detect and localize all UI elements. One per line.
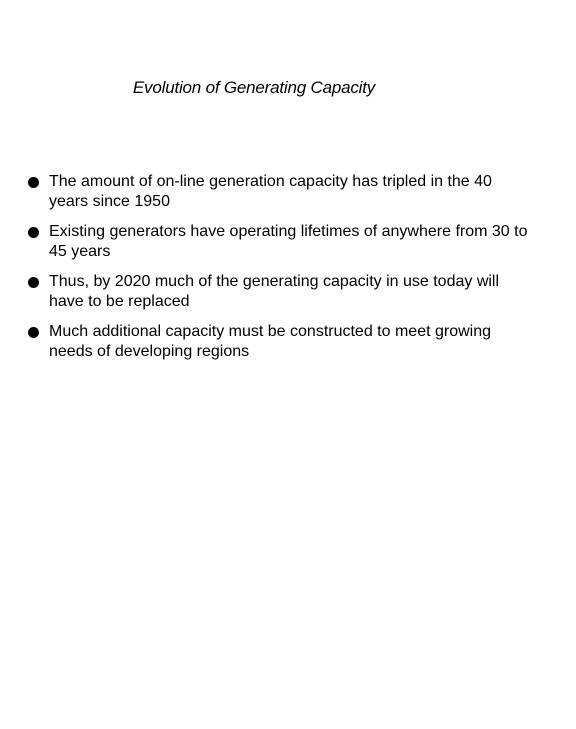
bullet-text: The amount of on-line generation capacity has tripled in the 40 years since 1950 (49, 173, 492, 210)
bullet-item (28, 222, 528, 262)
bullet-item (28, 322, 528, 362)
bullet-text: Much additional capacity must be constructed to meet growing needs of developing regions (49, 323, 492, 360)
bullet-item (28, 272, 528, 312)
bullet-list (28, 172, 528, 372)
slide-title: Evolution of Generating Capacity (132, 78, 376, 97)
bullet-point-icon (28, 277, 39, 288)
bullet-point-icon (28, 177, 39, 188)
bullet-point-icon (28, 327, 39, 338)
bullet-text: Existing generators have operating lifetimes of anywhere from 30 to 45 years (49, 223, 528, 260)
bullet-item (28, 172, 528, 212)
bullet-point-icon (28, 227, 39, 238)
bullet-text: Thus, by 2020 much of the generating capacity in use today will have to be replaced (49, 273, 500, 310)
